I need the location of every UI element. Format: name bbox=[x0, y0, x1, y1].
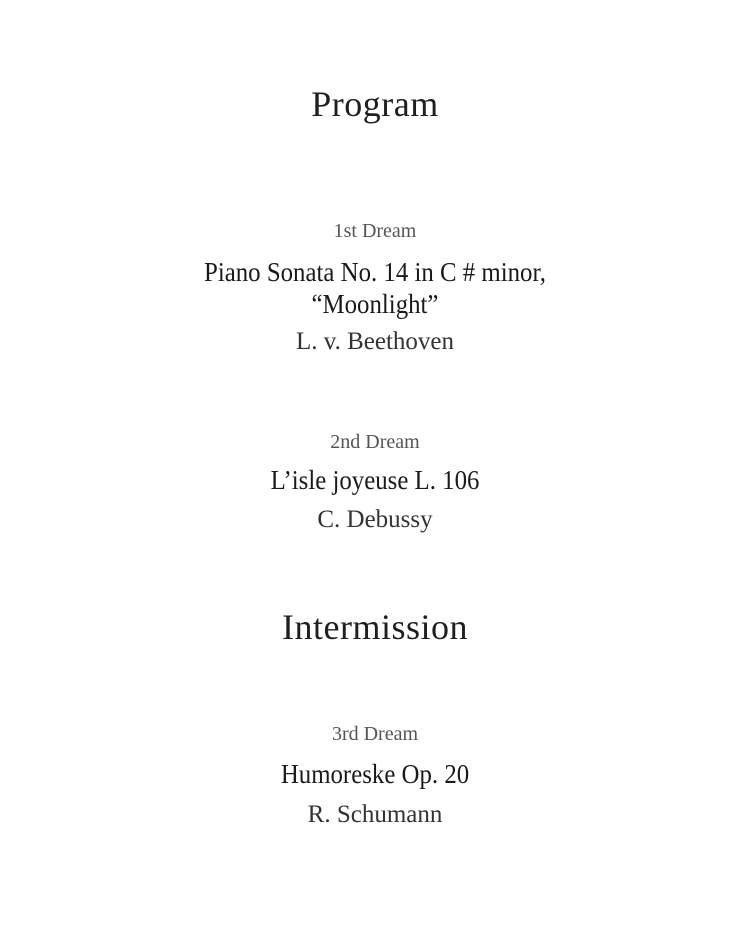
piece-title-1-line2: “Moonlight” bbox=[311, 289, 439, 319]
piece-title-1-line1: Piano Sonata No. 14 in C # minor, bbox=[204, 257, 546, 287]
piece-title-3: Humoreske Op. 20 bbox=[280, 759, 470, 789]
intermission-heading: Intermission bbox=[282, 607, 468, 647]
composer-3: R. Schumann bbox=[307, 801, 443, 828]
dream-label-3: 3rd Dream bbox=[331, 723, 419, 745]
composer-1: L. v. Beethoven bbox=[295, 328, 455, 355]
dream-label-2: 2nd Dream bbox=[330, 431, 420, 453]
program-title: Program bbox=[311, 84, 439, 124]
piece-title-2: L’isle joyeuse L. 106 bbox=[270, 465, 480, 495]
composer-2: C. Debussy bbox=[317, 506, 433, 533]
dream-label-1: 1st Dream bbox=[333, 220, 417, 242]
